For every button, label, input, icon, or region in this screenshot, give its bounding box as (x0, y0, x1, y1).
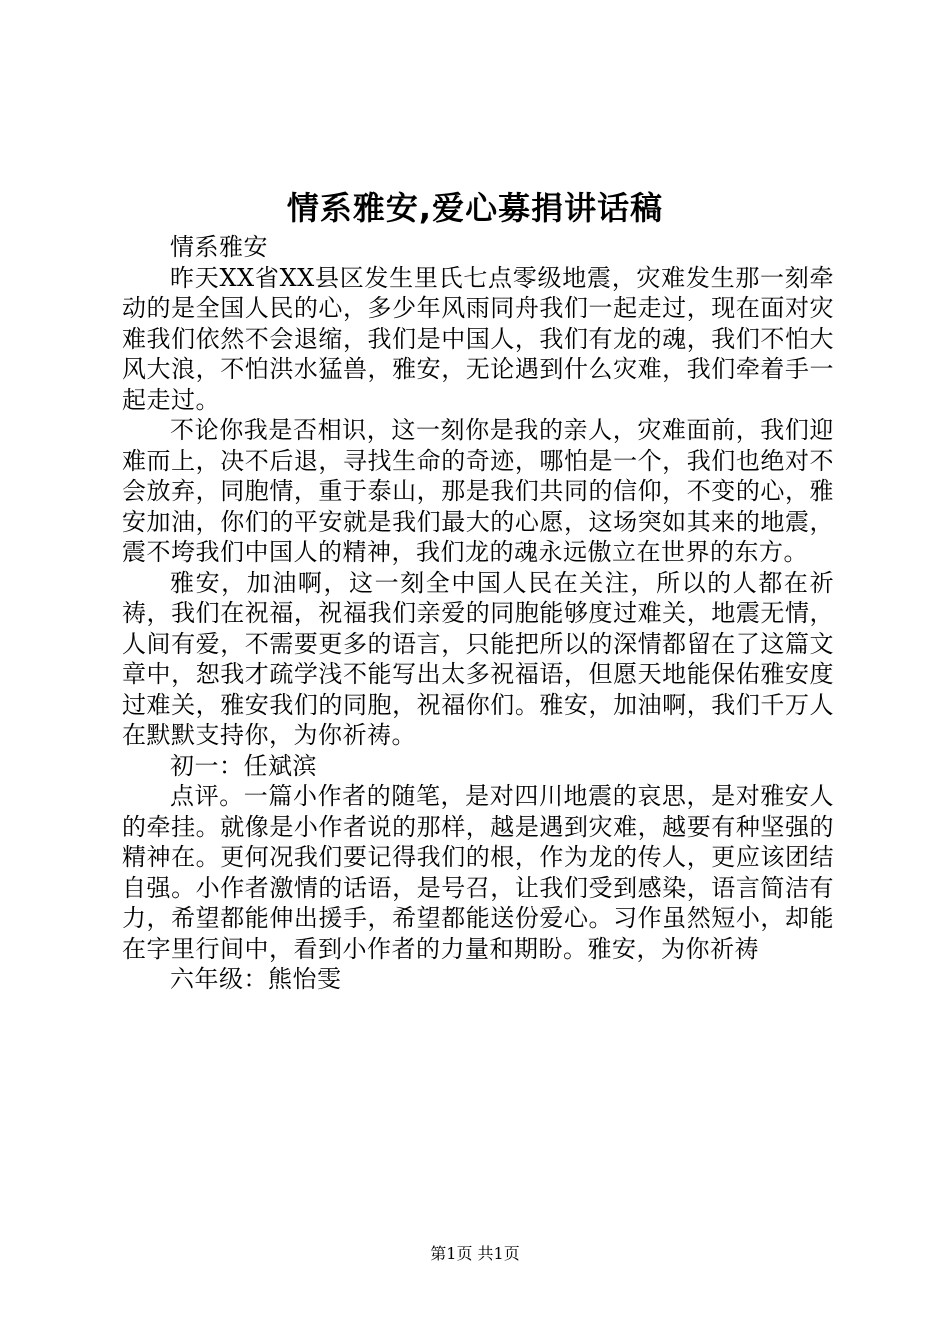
heading-paragraph: 情系雅安 (170, 233, 268, 261)
document-body (122, 232, 834, 995)
author-line: 六年级：熊怡雯 (170, 965, 342, 993)
document-title: 情系雅安,爱心募捐讲话稿 (286, 189, 664, 227)
page-footer: 第1页 共1页 (430, 1244, 520, 1263)
body-paragraph: 昨天XX省XX县区发生里氏七点零级地震，灾难发生那一刻牵动的是全国人民的心，多少年风雨同舟我们一起走过，现在面对灾难我们依然不会退缩，我们是中国人，我们有龙的魂，我们不怕大风大浪，不怕洪水猛兽，雅安，无论遇到什么灾难，我们牵着手一起走过。 (122, 263, 834, 414)
comment-paragraph: 点评。一篇小作者的随笔，是对四川地震的哀思，是对雅安人的牵挂。就像是小作者说的那样，越是遇到灾难，越要有种坚强的精神在。更何况我们要记得我们的根，作为龙的传人，更应该团结自强。小作者激情的话语，是号召，让我们受到感染，语言简洁有力，希望都能伸出援手，希望都能送份爱心。习作虽然短小，却能在字里行间中，看到小作者的力量和期盼。雅安，为你祈祷 (122, 782, 834, 963)
body-paragraph: 雅安，加油啊，这一刻全中国人民在关注，所以的人都在祈祷，我们在祝福，祝福我们亲爱的同胞能够度过难关，地震无情，人间有爱，不需要更多的语言，只能把所以的深情都留在了这篇文章中，恕我才疏学浅不能写出太多祝福语，但愿天地能保佑雅安度过难关，雅安我们的同胞，祝福你们。雅安，加油啊，我们千万人在默默支持你，为你祈祷。 (122, 568, 834, 749)
body-paragraph: 不论你我是否相识，这一刻你是我的亲人，灾难面前，我们迎难而上，决不后退，寻找生命的奇迹，哪怕是一个，我们也绝对不会放弃，同胞情，重于泰山，那是我们共同的信仰，不变的心，雅安加油，你们的平安就是我们最大的心愿，这场突如其来的地震，震不垮我们中国人的精神，我们龙的魂永远傲立在世界的东方。 (122, 416, 834, 566)
author-line: 初一：任斌滨 (170, 751, 317, 780)
